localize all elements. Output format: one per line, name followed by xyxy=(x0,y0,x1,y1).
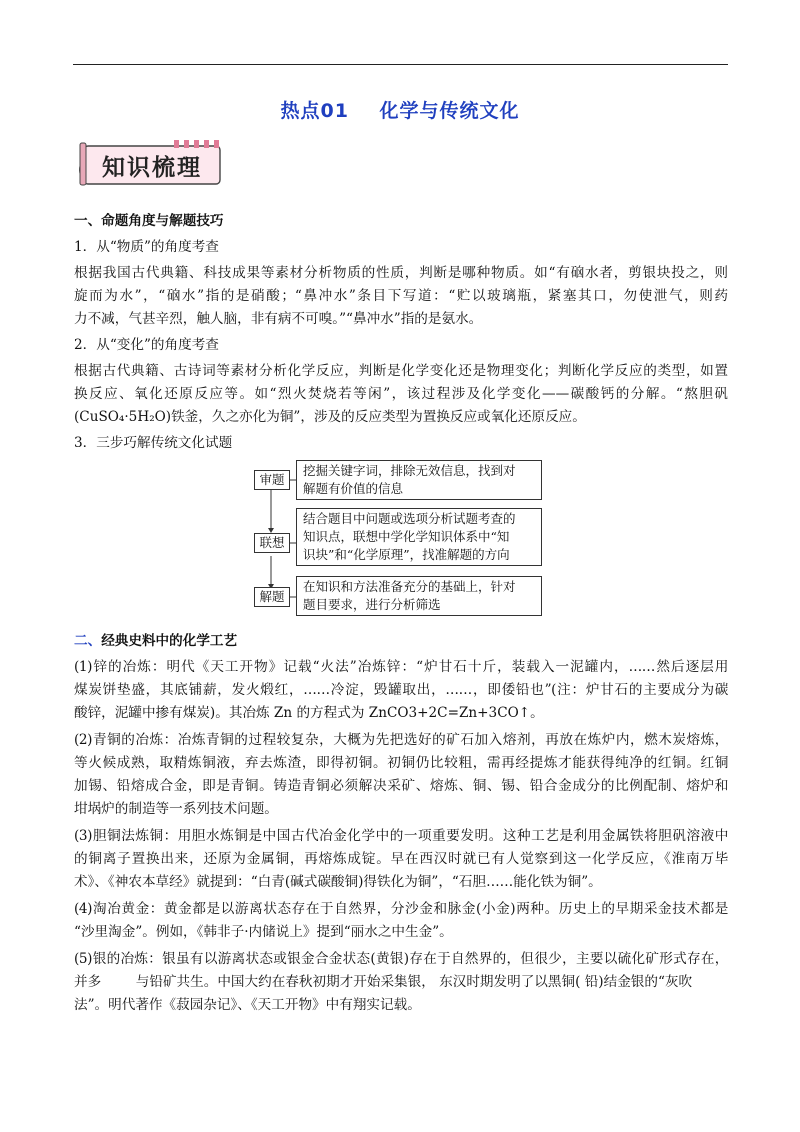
flowchart-step-box xyxy=(296,576,542,616)
section1-heading: 一、命题角度与解题技巧 xyxy=(74,213,224,229)
text-line: 煤炭饼垫盛，其底铺薪，发火煅红，……冷淀，毁罐取出，……，即倭铅也”(注：炉甘石的主要成分为碳 xyxy=(74,682,728,698)
flowchart-step-line: 在知识和方法准备充分的基础上，针对 xyxy=(303,579,516,594)
flowchart-step-line: 挖掘关键字词，排除无效信息，找到对 xyxy=(303,463,516,478)
text-line: (5)银的冶炼：银虽有以游离状态或银金合金状态(黄银)存在于自然界的，但很少，主要以硫化矿形式存在， xyxy=(74,951,728,967)
text-line: 的铜离子置换出来，还原为金属铜，再熔炼成锭。早在西汉时就已有人觉察到这一化学反应，《淮南万毕 xyxy=(74,851,728,867)
text-line: (1)锌的冶炼：明代《天工开物》记载“火法”冶炼锌：“炉甘石十斤，装载入一泥罐内，……然后逐层用 xyxy=(74,659,728,675)
flowchart-step-label: 联想 xyxy=(254,533,290,553)
top-rule xyxy=(73,64,728,65)
text-line: (2)青铜的冶炼：冶炼青铜的过程较复杂，大概为先把选好的矿石加入熔剂，再放在炼炉内，燃木炭熔炼， xyxy=(74,732,728,748)
text-line: 并多 与铅矿共生。中国大约在春秋初期才开始采集银， 东汉时期发明了以黑铜( 铅)结金银的“灰吹 xyxy=(74,974,693,990)
flowchart-step-box xyxy=(296,508,542,566)
flowchart-step-line: 解题有价值的信息 xyxy=(303,481,404,496)
text-line: 等火候成熟，取精炼铜液，弃去炼渣，即得初铜。初铜仍比较粗，需再经提炼才能获得纯净的红铜。红铜 xyxy=(74,755,728,771)
flowchart-step-line: 题目要求，进行分析筛选 xyxy=(303,597,441,612)
text-line: “沙里淘金”。例如，《韩非子·内储说上》提到“丽水之中生金”。 xyxy=(74,924,453,940)
text-line: (3)胆铜法炼铜：用胆水炼铜是中国古代冶金化学中的一项重要发明。这种工艺是利用金属铁将胆矾溶液中 xyxy=(74,828,728,844)
flowchart-step-box xyxy=(296,460,542,500)
sub2-heading: 2．从“变化”的角度考查 xyxy=(74,337,219,353)
text-line: 根据我国古代典籍、科技成果等素材分析物质的性质，判断是哪种物质。如“有硇水者，剪银块投之，则 xyxy=(74,265,728,281)
section2-heading-text: 经典史料中的化学工艺 xyxy=(101,633,238,649)
flowchart-step-label: 审题 xyxy=(254,470,290,490)
page-title: 热点01 化学与传统文化 xyxy=(280,100,520,122)
section-badge xyxy=(74,140,226,188)
text-line: 力不减，气甚辛烈，触人脑，非有病不可嗅。”“鼻冲水”指的是氨水。 xyxy=(74,311,483,327)
text-line: 坩埚炉的制造等一系列技术问题。 xyxy=(74,801,278,817)
text-line: 换反应、氧化还原反应等。如“烈火焚烧若等闲”，该过程涉及化学变化——碳酸钙的分解。“熬胆矾 xyxy=(74,386,728,402)
badge-label: 知识梳理 xyxy=(102,155,202,181)
flowchart-step-line: 识块”和“化学原理”，找准解题的方向 xyxy=(303,547,510,562)
flowchart xyxy=(254,460,546,620)
text-line: 旋而为水”，“硇水”指的是硝酸；“鼻冲水”条目下写道：“贮以玻璃瓶，紧塞其口，勿使泄气，则药 xyxy=(74,288,728,304)
text-line: (4)淘冶黄金：黄金都是以游离状态存在于自然界，分沙金和脉金(小金)两种。历史上的早期采金技术都是 xyxy=(74,901,728,917)
sub3-heading: 3．三步巧解传统文化试题 xyxy=(74,435,233,451)
section2-heading-number: 二、 xyxy=(74,633,102,649)
text-line: (CuSO₄·5H₂O)铁釜，久之亦化为铜”，涉及的反应类型为置换反应或氧化还原反应。 xyxy=(74,409,586,425)
flowchart-step-line: 结合题目中问题或选项分析试题考查的 xyxy=(303,511,516,526)
section2-heading xyxy=(74,629,237,649)
text-line: 术》、《神农本草经》就提到：“白青(碱式碳酸铜)得铁化为铜”，“石胆……能化铁为铜”。 xyxy=(74,874,602,890)
text-line: 法”。明代著作《菽园杂记》、《天工开物》中有翔实记载。 xyxy=(74,997,421,1013)
text-line: 加锡、铅熔成合金，即是青铜。铸造青铜必须解决采矿、熔炼、铜、锡、铅合金成分的比例配制、熔炉和 xyxy=(74,778,728,794)
flowchart-step-line: 知识点，联想中学化学知识体系中“知 xyxy=(303,529,510,544)
text-line: 酸锌，泥罐中掺有煤炭)。其冶炼 Zn 的方程式为 ZnCO3+2C=Zn+3CO↑。 xyxy=(74,705,544,721)
sub1-heading: 1．从“物质”的角度考查 xyxy=(74,239,219,255)
text-line: 根据古代典籍、古诗词等素材分析化学反应，判断是化学变化还是物理变化；判断化学反应的类型，如置 xyxy=(74,363,728,379)
flowchart-step-label: 解题 xyxy=(254,587,290,607)
